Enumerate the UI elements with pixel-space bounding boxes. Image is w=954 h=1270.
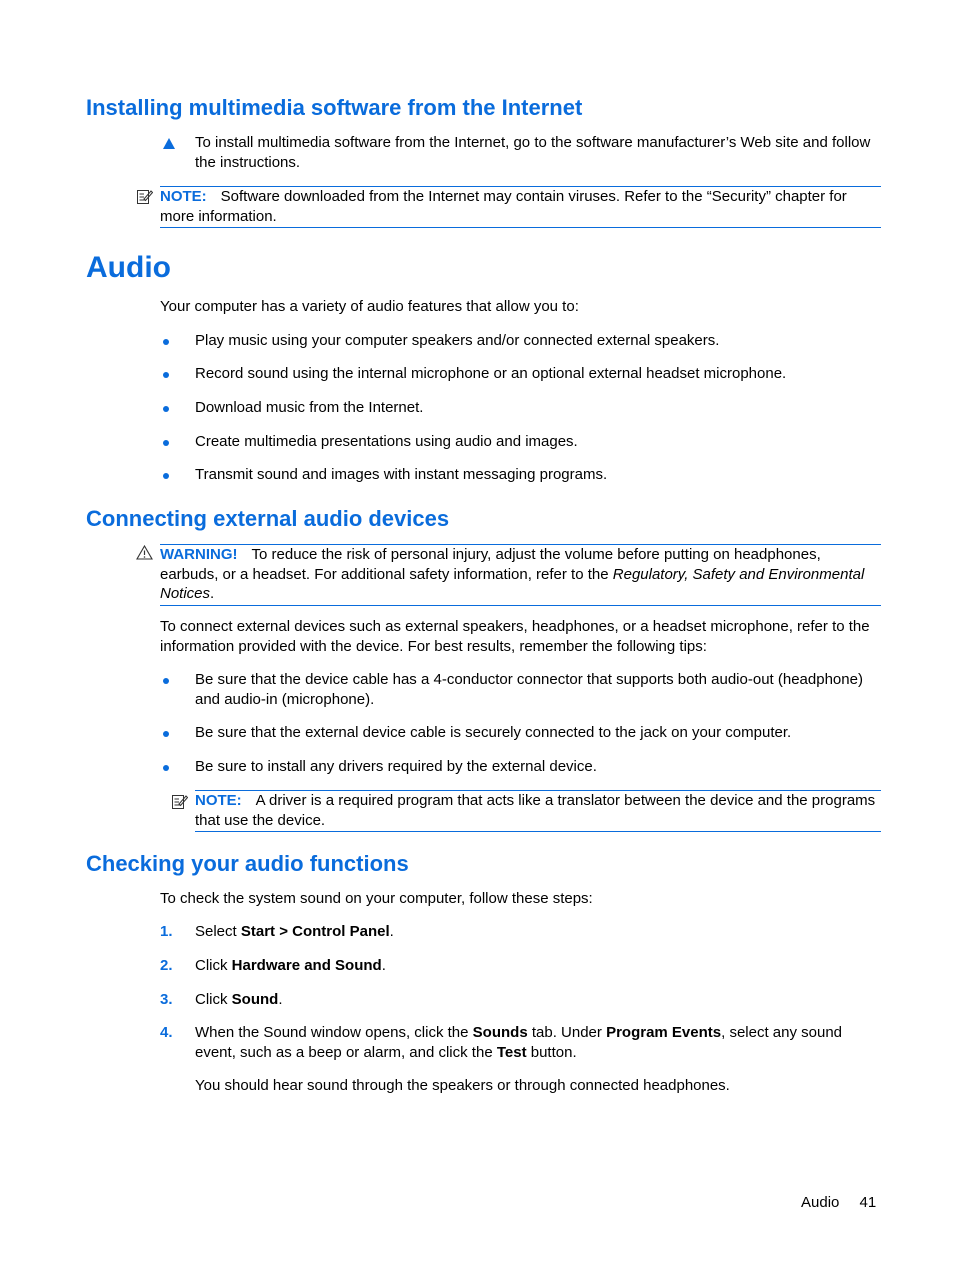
list-item: Record sound using the internal microphone or an optional external headset microphone. <box>195 365 787 382</box>
connecting-intro: To connect external devices such as external speakers, headphones, or a headset microphone, refer to the information provided with the device. For best results, remember the following tips: <box>160 618 870 655</box>
warning-icon <box>136 545 153 560</box>
warning-box: WARNING! To reduce the risk of personal injury, adjust the volume before putting on headphones, earbuds, or a headset. For additional safety information, refer to the Regulatory, Safety and Environmental Notices. <box>160 544 881 606</box>
bullet-icon <box>163 406 169 412</box>
step-number: 4. <box>160 1024 173 1041</box>
checking-intro: To check the system sound on your computer, follow these steps: <box>160 890 593 907</box>
audio-intro: Your computer has a variety of audio features that allow you to: <box>160 298 579 315</box>
bullet-icon <box>163 731 169 737</box>
warning-label: WARNING! <box>160 546 238 563</box>
list-item: Click Sound. <box>195 991 283 1008</box>
list-item: Select Start > Control Panel. <box>195 923 394 940</box>
list-item: Transmit sound and images with instant messaging programs. <box>195 466 608 483</box>
list-item: Download music from the Internet. <box>195 399 424 416</box>
list-item: Be sure that the external device cable is securely connected to the jack on your computer. <box>195 724 792 741</box>
warning-text: To reduce the risk of personal injury, adjust the volume before putting on headphones, earbuds, or a headset. For additional safety information, refer to the <box>160 546 821 583</box>
note-text: A driver is a required program that acts like a translator between the device and the programs that use the device. <box>195 792 876 829</box>
footer-section: Audio <box>801 1194 840 1211</box>
note-label: NOTE: <box>160 188 207 205</box>
page-footer <box>801 1193 876 1212</box>
list-item: Create multimedia presentations using audio and images. <box>195 433 578 450</box>
step-number: 1. <box>160 923 173 940</box>
list-item: Play music using your computer speakers and/or connected external speakers. <box>195 332 720 349</box>
section-heading-connecting: Connecting external audio devices <box>86 506 450 531</box>
step-number: 3. <box>160 991 173 1008</box>
bullet-icon <box>163 765 169 771</box>
note-icon <box>171 793 188 810</box>
section-heading-installing: Installing multimedia software from the Internet <box>86 95 583 120</box>
bullet-icon <box>163 473 169 479</box>
note-box-viruses <box>160 186 881 228</box>
ui-path: Start > Control Panel <box>240 923 390 940</box>
result-text: You should hear sound through the speakers or through connected headphones. <box>195 1077 730 1094</box>
note-text: Software downloaded from the Internet may contain viruses. Refer to the “Security” chapter for more information. <box>160 188 847 225</box>
step-triangle-icon <box>163 138 175 149</box>
note-label: NOTE: <box>195 792 242 809</box>
list-item: Be sure that the device cable has a 4-conductor connector that supports both audio-out (headphone) and audio-in (microphone). <box>195 671 863 708</box>
bullet-icon <box>163 440 169 446</box>
page-number: 41 <box>859 1194 877 1211</box>
note-icon <box>136 188 153 205</box>
note-box-driver <box>195 790 881 832</box>
bullet-icon <box>163 678 169 684</box>
ui-path: Sound <box>231 991 279 1008</box>
section-heading-checking: Checking your audio functions <box>86 851 409 876</box>
list-item: Be sure to install any drivers required by the external device. <box>195 758 597 775</box>
bullet-icon <box>163 372 169 378</box>
list-item: When the Sound window opens, click the Sounds tab. Under Program Events, select any sound event, such as a beep or alarm, and click the Test button. <box>195 1024 843 1061</box>
ui-path: Hardware and Sound <box>231 957 382 974</box>
notices-doc-title: Regulatory, Safety and Environmental Notices <box>160 565 865 602</box>
install-step: To install multimedia software from the Internet, go to the software manufacturer’s Web site and follow the instructions. <box>195 134 871 171</box>
page-title-audio: Audio <box>86 251 171 284</box>
bullet-icon <box>163 339 169 345</box>
step-number: 2. <box>160 957 173 974</box>
list-item: Click Hardware and Sound. <box>195 957 386 974</box>
